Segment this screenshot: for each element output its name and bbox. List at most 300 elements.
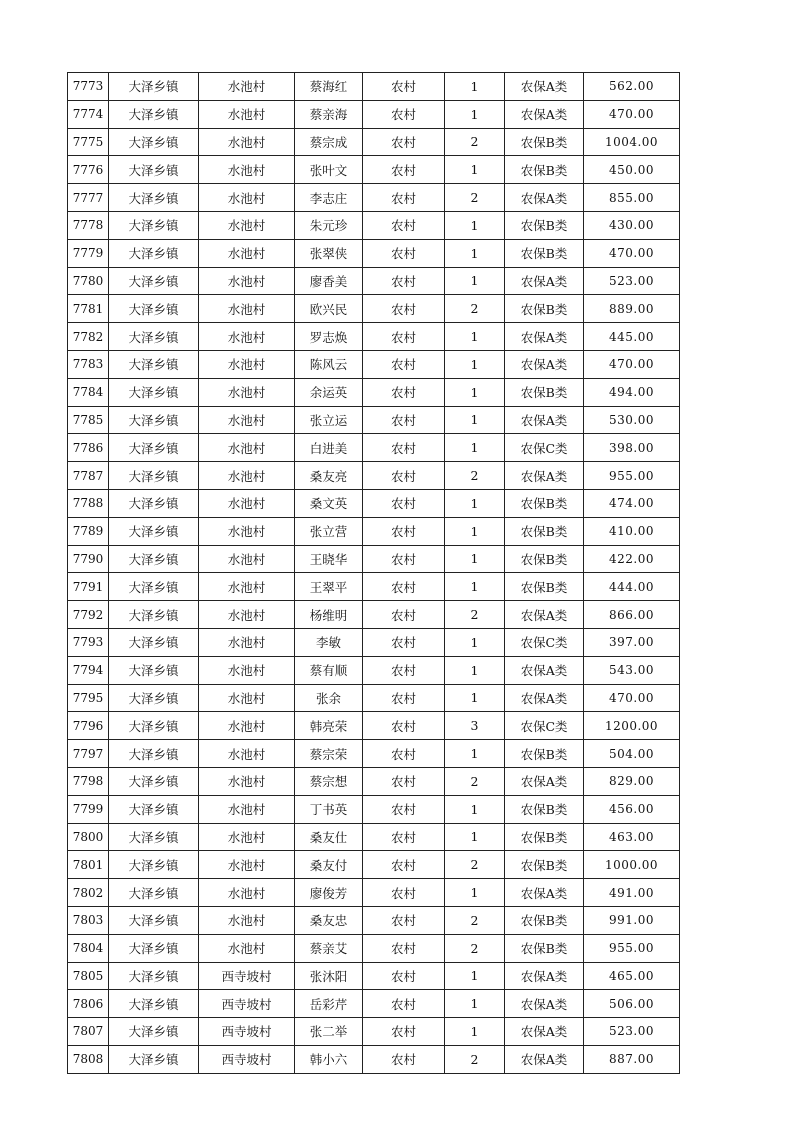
amount-cell: 456.00: [584, 795, 680, 823]
township-cell: 大泽乡镇: [109, 823, 199, 851]
insurance-category-cell: 农保A类: [505, 350, 584, 378]
household-size-cell: 1: [445, 573, 505, 601]
township-cell: 大泽乡镇: [109, 434, 199, 462]
row-number-cell: 7776: [68, 156, 109, 184]
insurance-category-cell: 农保B类: [505, 239, 584, 267]
township-cell: 大泽乡镇: [109, 712, 199, 740]
area-type-cell: 农村: [363, 712, 445, 740]
amount-cell: 1200.00: [584, 712, 680, 740]
row-number-cell: 7774: [68, 100, 109, 128]
area-type-cell: 农村: [363, 795, 445, 823]
table-row: [68, 239, 680, 267]
insurance-category-cell: 农保B类: [505, 156, 584, 184]
village-cell: 水池村: [199, 184, 295, 212]
insurance-category-cell: 农保B类: [505, 517, 584, 545]
name-cell: 桑友付: [295, 851, 363, 879]
area-type-cell: 农村: [363, 239, 445, 267]
row-number-cell: 7793: [68, 628, 109, 656]
area-type-cell: 农村: [363, 573, 445, 601]
township-cell: 大泽乡镇: [109, 573, 199, 601]
village-cell: 水池村: [199, 851, 295, 879]
row-number-cell: 7786: [68, 434, 109, 462]
name-cell: 蔡有顺: [295, 656, 363, 684]
village-cell: 水池村: [199, 684, 295, 712]
household-size-cell: 1: [445, 990, 505, 1018]
row-number-cell: 7781: [68, 295, 109, 323]
township-cell: 大泽乡镇: [109, 295, 199, 323]
area-type-cell: 农村: [363, 545, 445, 573]
household-size-cell: 2: [445, 851, 505, 879]
row-number-cell: 7790: [68, 545, 109, 573]
name-cell: 桑友亮: [295, 462, 363, 490]
row-number-cell: 7803: [68, 906, 109, 934]
area-type-cell: 农村: [363, 990, 445, 1018]
area-type-cell: 农村: [363, 434, 445, 462]
township-cell: 大泽乡镇: [109, 1045, 199, 1073]
insurance-category-cell: 农保C类: [505, 628, 584, 656]
table-row: [68, 406, 680, 434]
household-size-cell: 2: [445, 128, 505, 156]
row-number-cell: 7783: [68, 350, 109, 378]
insurance-category-cell: 农保B类: [505, 295, 584, 323]
township-cell: 大泽乡镇: [109, 128, 199, 156]
household-size-cell: 1: [445, 489, 505, 517]
insurance-category-cell: 农保B类: [505, 934, 584, 962]
village-cell: 水池村: [199, 879, 295, 907]
area-type-cell: 农村: [363, 823, 445, 851]
household-size-cell: 1: [445, 740, 505, 768]
insurance-category-cell: 农保A类: [505, 767, 584, 795]
table-row: [68, 934, 680, 962]
household-size-cell: 1: [445, 684, 505, 712]
row-number-cell: 7784: [68, 378, 109, 406]
township-cell: 大泽乡镇: [109, 795, 199, 823]
household-size-cell: 2: [445, 934, 505, 962]
insurance-category-cell: 农保B类: [505, 795, 584, 823]
amount-cell: 955.00: [584, 462, 680, 490]
roster-table: [67, 72, 680, 1074]
township-cell: 大泽乡镇: [109, 184, 199, 212]
amount-cell: 543.00: [584, 656, 680, 684]
table-row: [68, 100, 680, 128]
table-row: [68, 767, 680, 795]
amount-cell: 504.00: [584, 740, 680, 768]
row-number-cell: 7806: [68, 990, 109, 1018]
amount-cell: 1000.00: [584, 851, 680, 879]
area-type-cell: 农村: [363, 211, 445, 239]
township-cell: 大泽乡镇: [109, 990, 199, 1018]
roster-body: [68, 73, 680, 1074]
village-cell: 西寺坡村: [199, 1018, 295, 1046]
amount-cell: 829.00: [584, 767, 680, 795]
insurance-category-cell: 农保A类: [505, 323, 584, 351]
amount-cell: 444.00: [584, 573, 680, 601]
insurance-category-cell: 农保B类: [505, 740, 584, 768]
insurance-category-cell: 农保A类: [505, 406, 584, 434]
village-cell: 水池村: [199, 100, 295, 128]
insurance-category-cell: 农保A类: [505, 1045, 584, 1073]
insurance-category-cell: 农保A类: [505, 879, 584, 907]
household-size-cell: 1: [445, 156, 505, 184]
household-size-cell: 1: [445, 1018, 505, 1046]
name-cell: 桑友仕: [295, 823, 363, 851]
table-row: [68, 851, 680, 879]
amount-cell: 523.00: [584, 1018, 680, 1046]
row-number-cell: 7778: [68, 211, 109, 239]
insurance-category-cell: 农保B类: [505, 823, 584, 851]
village-cell: 西寺坡村: [199, 962, 295, 990]
table-row: [68, 73, 680, 101]
name-cell: 蔡宗成: [295, 128, 363, 156]
name-cell: 张沐阳: [295, 962, 363, 990]
village-cell: 水池村: [199, 823, 295, 851]
table-row: [68, 323, 680, 351]
amount-cell: 463.00: [584, 823, 680, 851]
village-cell: 水池村: [199, 573, 295, 601]
area-type-cell: 农村: [363, 1045, 445, 1073]
row-number-cell: 7779: [68, 239, 109, 267]
name-cell: 蔡宗想: [295, 767, 363, 795]
village-cell: 水池村: [199, 239, 295, 267]
area-type-cell: 农村: [363, 73, 445, 101]
township-cell: 大泽乡镇: [109, 767, 199, 795]
area-type-cell: 农村: [363, 350, 445, 378]
amount-cell: 562.00: [584, 73, 680, 101]
village-cell: 水池村: [199, 323, 295, 351]
area-type-cell: 农村: [363, 879, 445, 907]
name-cell: 张立运: [295, 406, 363, 434]
village-cell: 水池村: [199, 489, 295, 517]
township-cell: 大泽乡镇: [109, 879, 199, 907]
row-number-cell: 7808: [68, 1045, 109, 1073]
table-row: [68, 740, 680, 768]
area-type-cell: 农村: [363, 628, 445, 656]
table-row: [68, 628, 680, 656]
name-cell: 杨维明: [295, 601, 363, 629]
amount-cell: 422.00: [584, 545, 680, 573]
row-number-cell: 7805: [68, 962, 109, 990]
amount-cell: 889.00: [584, 295, 680, 323]
insurance-category-cell: 农保B类: [505, 211, 584, 239]
name-cell: 韩亮荣: [295, 712, 363, 740]
row-number-cell: 7807: [68, 1018, 109, 1046]
amount-cell: 855.00: [584, 184, 680, 212]
household-size-cell: 1: [445, 656, 505, 684]
row-number-cell: 7782: [68, 323, 109, 351]
township-cell: 大泽乡镇: [109, 156, 199, 184]
township-cell: 大泽乡镇: [109, 684, 199, 712]
table-row: [68, 545, 680, 573]
village-cell: 西寺坡村: [199, 990, 295, 1018]
amount-cell: 530.00: [584, 406, 680, 434]
amount-cell: 450.00: [584, 156, 680, 184]
insurance-category-cell: 农保C类: [505, 434, 584, 462]
table-row: [68, 211, 680, 239]
area-type-cell: 农村: [363, 184, 445, 212]
insurance-category-cell: 农保B类: [505, 545, 584, 573]
insurance-category-cell: 农保A类: [505, 990, 584, 1018]
amount-cell: 445.00: [584, 323, 680, 351]
name-cell: 张翠侠: [295, 239, 363, 267]
area-type-cell: 农村: [363, 656, 445, 684]
township-cell: 大泽乡镇: [109, 489, 199, 517]
village-cell: 水池村: [199, 156, 295, 184]
village-cell: 水池村: [199, 601, 295, 629]
township-cell: 大泽乡镇: [109, 1018, 199, 1046]
township-cell: 大泽乡镇: [109, 601, 199, 629]
household-size-cell: 2: [445, 462, 505, 490]
area-type-cell: 农村: [363, 267, 445, 295]
table-row: [68, 1045, 680, 1073]
name-cell: 蔡亲海: [295, 100, 363, 128]
name-cell: 蔡海红: [295, 73, 363, 101]
household-size-cell: 1: [445, 267, 505, 295]
row-number-cell: 7795: [68, 684, 109, 712]
name-cell: 张余: [295, 684, 363, 712]
village-cell: 水池村: [199, 795, 295, 823]
village-cell: 水池村: [199, 712, 295, 740]
row-number-cell: 7800: [68, 823, 109, 851]
village-cell: 水池村: [199, 128, 295, 156]
household-size-cell: 1: [445, 406, 505, 434]
insurance-category-cell: 农保B类: [505, 851, 584, 879]
table-row: [68, 906, 680, 934]
household-size-cell: 1: [445, 100, 505, 128]
township-cell: 大泽乡镇: [109, 100, 199, 128]
name-cell: 王晓华: [295, 545, 363, 573]
amount-cell: 470.00: [584, 100, 680, 128]
name-cell: 丁书英: [295, 795, 363, 823]
table-row: [68, 295, 680, 323]
township-cell: 大泽乡镇: [109, 628, 199, 656]
row-number-cell: 7788: [68, 489, 109, 517]
table-row: [68, 434, 680, 462]
village-cell: 水池村: [199, 767, 295, 795]
insurance-category-cell: 农保B类: [505, 573, 584, 601]
row-number-cell: 7785: [68, 406, 109, 434]
insurance-category-cell: 农保A类: [505, 962, 584, 990]
row-number-cell: 7792: [68, 601, 109, 629]
household-size-cell: 1: [445, 350, 505, 378]
row-number-cell: 7799: [68, 795, 109, 823]
table-row: [68, 823, 680, 851]
household-size-cell: 1: [445, 962, 505, 990]
insurance-category-cell: 农保B类: [505, 378, 584, 406]
row-number-cell: 7801: [68, 851, 109, 879]
village-cell: 水池村: [199, 906, 295, 934]
township-cell: 大泽乡镇: [109, 239, 199, 267]
table-row: [68, 879, 680, 907]
amount-cell: 955.00: [584, 934, 680, 962]
household-size-cell: 2: [445, 767, 505, 795]
table-row: [68, 962, 680, 990]
name-cell: 陈风云: [295, 350, 363, 378]
name-cell: 廖俊芳: [295, 879, 363, 907]
household-size-cell: 2: [445, 906, 505, 934]
amount-cell: 397.00: [584, 628, 680, 656]
row-number-cell: 7804: [68, 934, 109, 962]
amount-cell: 494.00: [584, 378, 680, 406]
amount-cell: 470.00: [584, 684, 680, 712]
name-cell: 张二举: [295, 1018, 363, 1046]
name-cell: 桑友忠: [295, 906, 363, 934]
household-size-cell: 1: [445, 823, 505, 851]
row-number-cell: 7796: [68, 712, 109, 740]
township-cell: 大泽乡镇: [109, 517, 199, 545]
table-row: [68, 712, 680, 740]
village-cell: 水池村: [199, 295, 295, 323]
table-row: [68, 601, 680, 629]
name-cell: 李志庄: [295, 184, 363, 212]
household-size-cell: 1: [445, 628, 505, 656]
amount-cell: 506.00: [584, 990, 680, 1018]
area-type-cell: 农村: [363, 740, 445, 768]
village-cell: 水池村: [199, 267, 295, 295]
village-cell: 水池村: [199, 517, 295, 545]
insurance-category-cell: 农保A类: [505, 656, 584, 684]
name-cell: 欧兴民: [295, 295, 363, 323]
area-type-cell: 农村: [363, 462, 445, 490]
household-size-cell: 2: [445, 601, 505, 629]
table-row: [68, 378, 680, 406]
area-type-cell: 农村: [363, 601, 445, 629]
area-type-cell: 农村: [363, 128, 445, 156]
amount-cell: 398.00: [584, 434, 680, 462]
household-size-cell: 1: [445, 323, 505, 351]
township-cell: 大泽乡镇: [109, 906, 199, 934]
amount-cell: 470.00: [584, 350, 680, 378]
village-cell: 水池村: [199, 656, 295, 684]
amount-cell: 474.00: [584, 489, 680, 517]
name-cell: 张立营: [295, 517, 363, 545]
household-size-cell: 1: [445, 434, 505, 462]
village-cell: 水池村: [199, 350, 295, 378]
village-cell: 水池村: [199, 434, 295, 462]
table-row: [68, 656, 680, 684]
household-size-cell: 1: [445, 211, 505, 239]
area-type-cell: 农村: [363, 851, 445, 879]
household-size-cell: 1: [445, 879, 505, 907]
area-type-cell: 农村: [363, 906, 445, 934]
area-type-cell: 农村: [363, 517, 445, 545]
name-cell: 张叶文: [295, 156, 363, 184]
area-type-cell: 农村: [363, 100, 445, 128]
insurance-category-cell: 农保C类: [505, 712, 584, 740]
row-number-cell: 7789: [68, 517, 109, 545]
name-cell: 韩小六: [295, 1045, 363, 1073]
table-row: [68, 489, 680, 517]
table-row: [68, 573, 680, 601]
village-cell: 水池村: [199, 740, 295, 768]
row-number-cell: 7797: [68, 740, 109, 768]
township-cell: 大泽乡镇: [109, 740, 199, 768]
household-size-cell: 1: [445, 795, 505, 823]
name-cell: 余运英: [295, 378, 363, 406]
area-type-cell: 农村: [363, 295, 445, 323]
name-cell: 廖香美: [295, 267, 363, 295]
township-cell: 大泽乡镇: [109, 350, 199, 378]
name-cell: 蔡亲艾: [295, 934, 363, 962]
amount-cell: 991.00: [584, 906, 680, 934]
amount-cell: 887.00: [584, 1045, 680, 1073]
amount-cell: 491.00: [584, 879, 680, 907]
village-cell: 水池村: [199, 934, 295, 962]
table-row: [68, 684, 680, 712]
area-type-cell: 农村: [363, 684, 445, 712]
insurance-category-cell: 农保A类: [505, 267, 584, 295]
amount-cell: 410.00: [584, 517, 680, 545]
area-type-cell: 农村: [363, 323, 445, 351]
name-cell: 白进美: [295, 434, 363, 462]
insurance-category-cell: 农保A类: [505, 601, 584, 629]
table-row: [68, 128, 680, 156]
amount-cell: 465.00: [584, 962, 680, 990]
area-type-cell: 农村: [363, 156, 445, 184]
insurance-category-cell: 农保A类: [505, 73, 584, 101]
area-type-cell: 农村: [363, 934, 445, 962]
township-cell: 大泽乡镇: [109, 851, 199, 879]
insurance-category-cell: 农保B类: [505, 128, 584, 156]
household-size-cell: 2: [445, 1045, 505, 1073]
table-row: [68, 990, 680, 1018]
township-cell: 大泽乡镇: [109, 211, 199, 239]
row-number-cell: 7798: [68, 767, 109, 795]
township-cell: 大泽乡镇: [109, 545, 199, 573]
village-cell: 水池村: [199, 462, 295, 490]
township-cell: 大泽乡镇: [109, 934, 199, 962]
township-cell: 大泽乡镇: [109, 378, 199, 406]
area-type-cell: 农村: [363, 489, 445, 517]
table-row: [68, 517, 680, 545]
township-cell: 大泽乡镇: [109, 73, 199, 101]
table-row: [68, 156, 680, 184]
amount-cell: 1004.00: [584, 128, 680, 156]
area-type-cell: 农村: [363, 767, 445, 795]
row-number-cell: 7802: [68, 879, 109, 907]
household-size-cell: 3: [445, 712, 505, 740]
table-row: [68, 184, 680, 212]
household-size-cell: 1: [445, 545, 505, 573]
village-cell: 西寺坡村: [199, 1045, 295, 1073]
area-type-cell: 农村: [363, 378, 445, 406]
township-cell: 大泽乡镇: [109, 323, 199, 351]
name-cell: 李敏: [295, 628, 363, 656]
amount-cell: 430.00: [584, 211, 680, 239]
household-size-cell: 1: [445, 239, 505, 267]
row-number-cell: 7780: [68, 267, 109, 295]
amount-cell: 866.00: [584, 601, 680, 629]
insurance-category-cell: 农保A类: [505, 1018, 584, 1046]
name-cell: 桑文英: [295, 489, 363, 517]
area-type-cell: 农村: [363, 1018, 445, 1046]
table-row: [68, 462, 680, 490]
row-number-cell: 7775: [68, 128, 109, 156]
area-type-cell: 农村: [363, 406, 445, 434]
row-number-cell: 7773: [68, 73, 109, 101]
township-cell: 大泽乡镇: [109, 656, 199, 684]
row-number-cell: 7791: [68, 573, 109, 601]
name-cell: 罗志焕: [295, 323, 363, 351]
table-row: [68, 350, 680, 378]
village-cell: 水池村: [199, 406, 295, 434]
township-cell: 大泽乡镇: [109, 267, 199, 295]
table-row: [68, 1018, 680, 1046]
amount-cell: 523.00: [584, 267, 680, 295]
amount-cell: 470.00: [584, 239, 680, 267]
household-size-cell: 2: [445, 295, 505, 323]
row-number-cell: 7777: [68, 184, 109, 212]
village-cell: 水池村: [199, 628, 295, 656]
